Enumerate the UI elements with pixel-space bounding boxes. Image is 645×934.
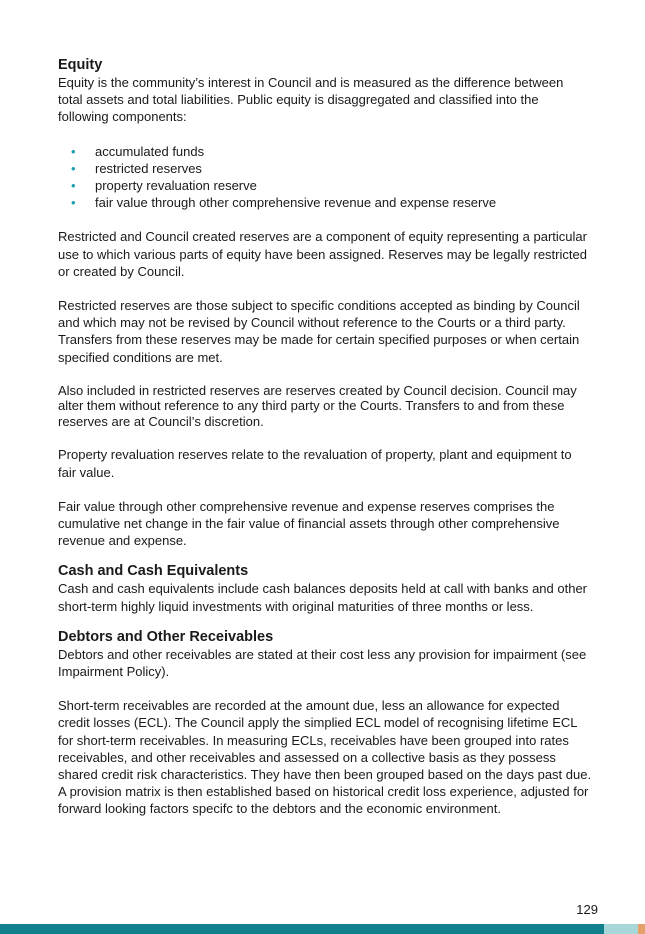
equity-intro: Equity is the community’s interest in Council and is measured as the difference between total assets and total liabilities. Public equity is disaggregated and classified into the following components: (58, 75, 564, 125)
equity-components-list (58, 143, 598, 212)
list-item: • accumulated funds (71, 143, 205, 159)
footer-bar-light (604, 924, 638, 934)
bullet-icon: • (71, 160, 76, 176)
equity-paragraph-council-decision: Also included in restricted reserves are reserves created by Council decision. Council may alter them without reference to any third party or the Courts. Transfers to and from these reserves are at Council’s discretion. (58, 382, 577, 429)
equity-paragraph-fair-value: Fair value through other comprehensive revenue and expense reserves comprises the cumulative net change in the fair value of financial assets through other comprehensive revenue and expense. (58, 498, 560, 549)
debtors-paragraph-cost: Debtors and other receivables are stated at their cost less any provision for impairment (see Impairment Policy). (58, 646, 587, 679)
list-item: • property revaluation reserve (71, 178, 257, 194)
equity-paragraph-revaluation: Property revaluation reserves relate to the revaluation of property, plant and equipment to fair value. (58, 447, 572, 480)
bullet-icon: • (71, 143, 76, 159)
cash-heading: Cash and Cash Equivalents (58, 563, 249, 580)
equity-paragraph-restricted: Restricted reserves are those subject to specific conditions accepted as binding by Council and which may not be revised by Council without reference to the Courts or a third party. Transfers from these reserves may be made for certain specified purposes or when certain specified conditions are met. (58, 298, 580, 365)
footer-bar-orange (638, 924, 645, 934)
page-number: 129 (576, 902, 598, 917)
document-body (58, 56, 598, 818)
footer-color-bar (0, 924, 645, 934)
equity-heading: Equity (58, 57, 103, 73)
bullet-icon: • (71, 178, 76, 194)
list-item: • fair value through other comprehensive revenue and expense reserve (71, 195, 497, 211)
debtors-paragraph-ecl: Short-term receivables are recorded at the amount due, less an allowance for expected credit losses (ECL). The Council apply the simplied ECL model of recognising lifetime ECL for short-term receivables. In measuring ECLs, receivables have been grouped into rates receivables, and other receivables and assessed on a collective basis as they possess shared credit risk characteristics. They have then been grouped based on the days past due. A provision matrix is then established based on historical credit loss experience, adjusted for forward looking factors specifc to the debtors and the economic environment. (58, 698, 592, 817)
cash-paragraph: Cash and cash equivalents include cash balances deposits held at call with banks and other short-term highly liquid investments with original maturities of three months or less. (58, 581, 588, 614)
equity-paragraph-reserves: Restricted and Council created reserves are a component of equity representing a particular use to which various parts of equity have been assigned. Reserves may be legally restricted or created by Council. (58, 229, 587, 279)
bullet-icon: • (71, 195, 76, 211)
list-item: • restricted reserves (71, 160, 202, 176)
debtors-heading: Debtors and Other Receivables (58, 628, 274, 645)
footer-bar-teal (0, 924, 604, 934)
